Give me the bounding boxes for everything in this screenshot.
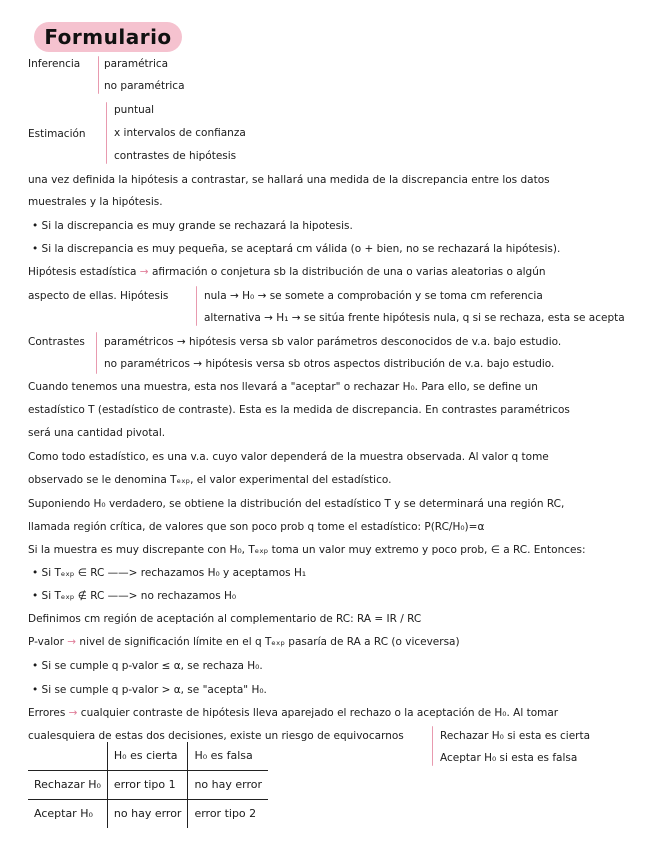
text-line: observado se le denomina Tₑₓₚ, el valor experimental del estadístico. (28, 474, 392, 486)
text-line: será una cantidad pivotal. (28, 427, 166, 439)
contrastes-bracket (96, 332, 97, 374)
title-highlight (34, 22, 182, 52)
pvalor-term: P-valor (28, 636, 64, 648)
text-line: llamada región crítica, de valores que son poco prob q tome el estadístico: P(RC/H₀)=α (28, 521, 485, 533)
table-header-cell: H₀ es falsa (188, 742, 268, 771)
inferencia-label: Inferencia (28, 58, 81, 70)
table-cell: error tipo 2 (194, 806, 257, 820)
errores-line (28, 707, 558, 719)
estimacion-item: puntual (114, 104, 155, 116)
pvalor-def: nivel de significación límite en el q Tₑₓₚ pasaría de RA a RC (o viceversa) (79, 636, 460, 648)
bullet-line: • Si la discrepancia es muy grande se rechazará la hipotesis. (32, 220, 353, 232)
pvalor-line (28, 636, 460, 648)
errores-def: cualquier contraste de hipótesis lleva aparejado el rechazo o la aceptación de H₀. Al tomar (80, 707, 559, 719)
hipotesis-term: Hipótesis estadística (28, 266, 137, 278)
error-type: Rechazar H₀ si esta es cierta (440, 730, 591, 742)
errores-bracket (432, 726, 433, 766)
text-line: Cuando tenemos una muestra, esta nos llevará a "aceptar" o rechazar H₀. Para ello, se define un (28, 381, 538, 393)
text-line: Suponiendo H₀ verdadero, se obtiene la distribución del estadístico T y se determinará una región RC, (28, 498, 565, 510)
table-cell: Aceptar H₀ (28, 800, 107, 829)
arrow-icon: → (68, 707, 78, 719)
text-line: Si la muestra es muy discrepante con H₀, Tₑₓₚ toma un valor muy extremo y poco prob, ∈ a RC. Entonces: (28, 544, 586, 556)
bullet-line: • Si se cumple q p-valor > α, se "acepta" H₀. (32, 684, 267, 696)
error-type: Aceptar H₀ si esta es falsa (440, 752, 578, 764)
text-line: aspecto de ellas. Hipótesis (28, 290, 169, 302)
page-title: Formulario (44, 25, 172, 49)
estimacion-item: x intervalos de confianza (114, 127, 246, 139)
inferencia-bracket (98, 56, 99, 94)
table-cell: Rechazar H₀ (28, 771, 107, 800)
table-cell: no hay error (188, 771, 268, 800)
table-header-cell: H₀ es cierta (107, 742, 188, 771)
table-row (28, 771, 268, 800)
bullet-line: • Si la discrepancia es muy pequeña, se aceptará cm válida (o + bien, no se rechazará la hipótesis). (32, 243, 561, 255)
text-line: estadístico T (estadístico de contraste). Esta es la medida de discrepancia. En contrastes paramétricos (28, 404, 570, 416)
text-line: cualesquiera de estas dos decisiones, existe un riesgo de equivocarnos (28, 730, 404, 742)
arrow-icon: → (67, 636, 77, 648)
hipotesis-line (28, 266, 546, 278)
text-line: Definimos cm región de aceptación al complementario de RC: RA = IR / RC (28, 613, 422, 625)
hipotesis-alternativa: alternativa → H₁ → se sitúa frente hipótesis nula, q si se rechaza, esta se acepta (204, 312, 625, 324)
table-header-cell (28, 742, 107, 771)
table-cell: error tipo 1 (107, 771, 188, 800)
table-row (28, 800, 268, 829)
estimacion-item: contrastes de hipótesis (114, 150, 237, 162)
hipotesis-def: afirmación o conjetura sb la distribución de una o varias aleatorias o algún (151, 266, 546, 278)
errors-table (28, 742, 268, 828)
text-line: una vez definida la hipótesis a contrastar, se hallará una medida de la discrepancia entre los datos (28, 174, 550, 186)
estimacion-bracket (106, 102, 107, 164)
bullet-line: • Si se cumple q p-valor ≤ α, se rechaza H₀. (32, 660, 263, 672)
text-line: muestrales y la hipótesis. (28, 196, 163, 208)
contrastes-item: paramétricos → hipótesis versa sb valor parámetros desconocidos de v.a. bajo estudio. (104, 336, 562, 348)
text-line: Como todo estadístico, es una v.a. cuyo valor dependerá de la muestra observada. Al valor q tome (28, 451, 549, 463)
inferencia-item: paramétrica (104, 58, 169, 70)
bullet-line: • Si Tₑₓₚ ∉ RC ——> no rechazamos H₀ (32, 590, 237, 602)
hipotesis-bracket (196, 286, 197, 326)
inferencia-item: no paramétrica (104, 80, 185, 92)
estimacion-label: Estimación (28, 128, 86, 140)
table-cell: no hay error (107, 800, 188, 829)
table-header-row (28, 742, 268, 771)
contrastes-item: no paramétricos → hipótesis versa sb otros aspectos distribución de v.a. bajo estudio. (104, 358, 555, 370)
errores-term: Errores (28, 707, 66, 719)
arrow-icon: → (139, 266, 149, 278)
contrastes-label: Contrastes (28, 336, 85, 348)
bullet-line: • Si Tₑₓₚ ∈ RC ——> rechazamos H₀ y aceptamos H₁ (32, 567, 307, 579)
hipotesis-nula: nula → H₀ → se somete a comprobación y se toma cm referencia (204, 290, 543, 302)
